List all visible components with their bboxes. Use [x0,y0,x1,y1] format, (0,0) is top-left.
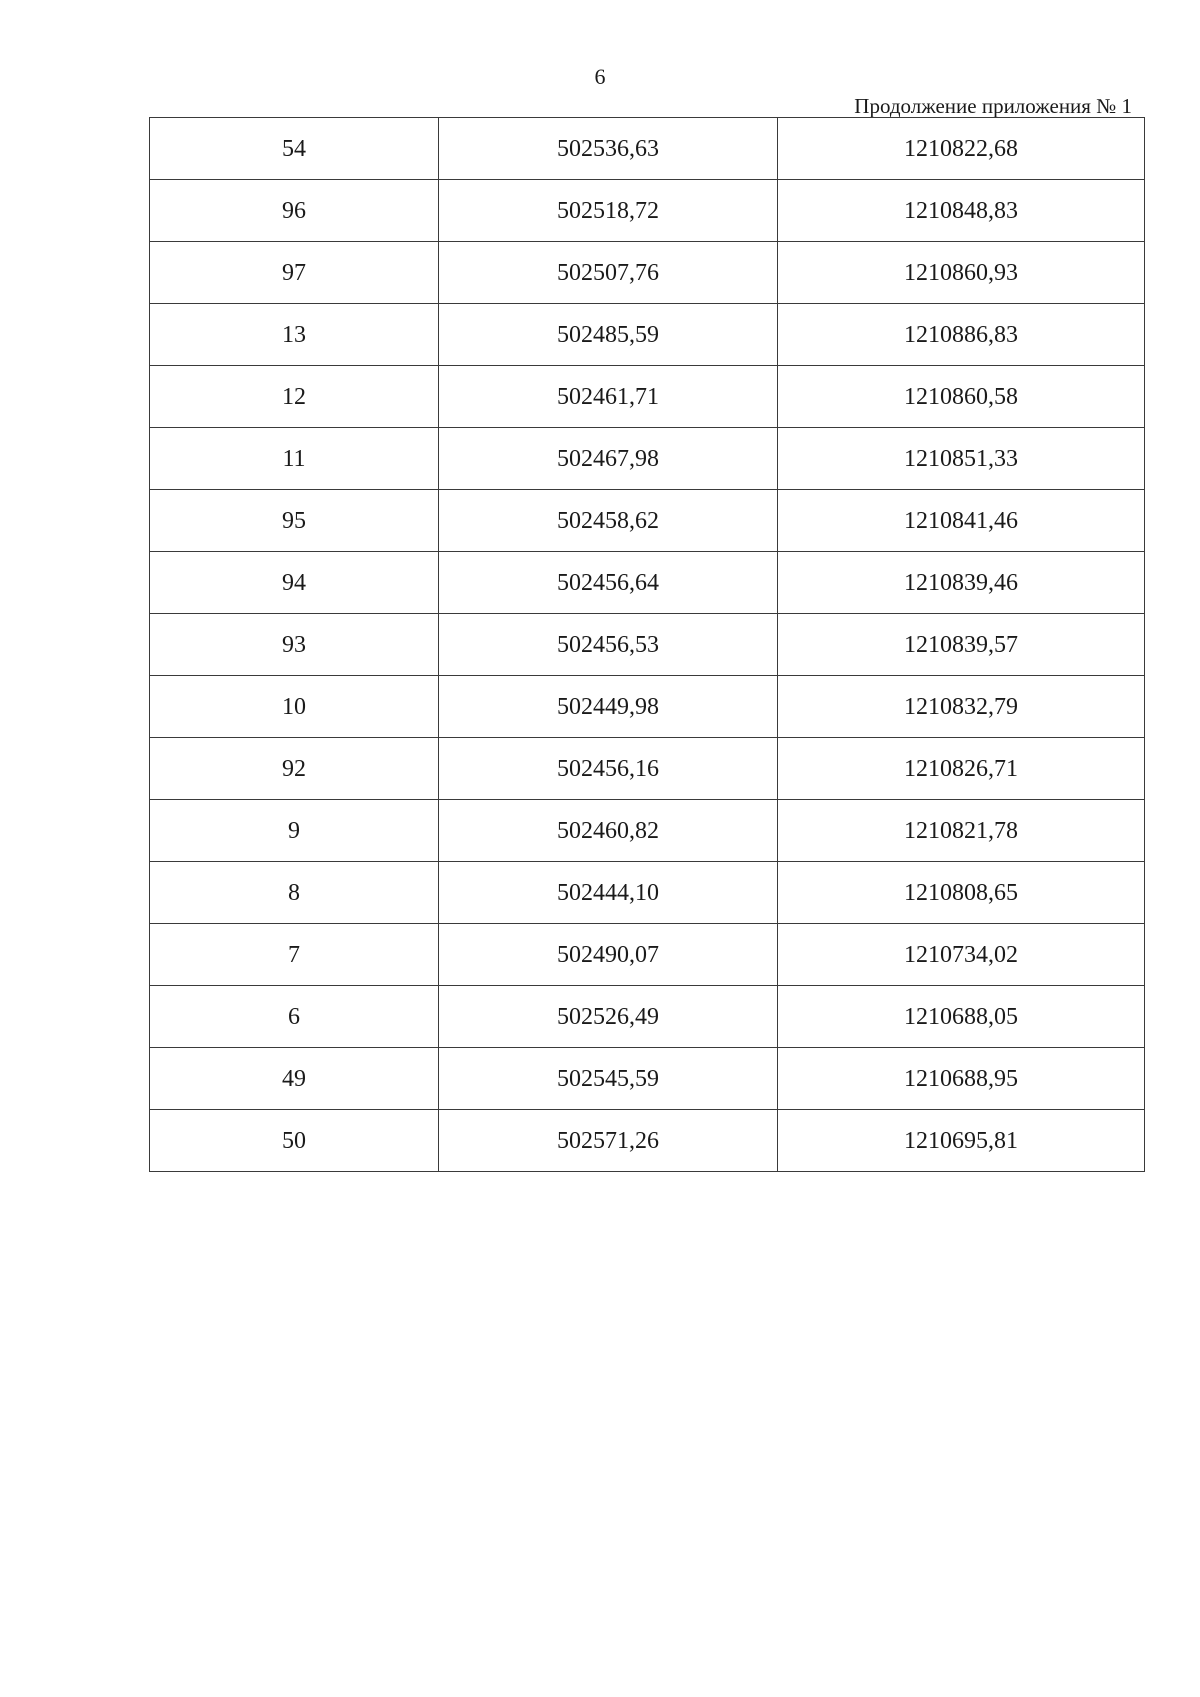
page-number: 6 [594,64,606,89]
y-coordinate-cell: 1210839,57 [778,614,1145,676]
x-coordinate-cell: 502571,26 [439,1110,778,1172]
y-coordinate-cell: 1210688,05 [778,986,1145,1048]
table-row [150,862,1145,924]
table-row [150,428,1145,490]
y-coordinate-cell: 1210860,93 [778,242,1145,304]
x-coordinate-cell: 502526,49 [439,986,778,1048]
table-row [150,924,1145,986]
x-coordinate-cell: 502536,63 [439,118,778,180]
table-row [150,800,1145,862]
x-coordinate-cell: 502461,71 [439,366,778,428]
table-row [150,738,1145,800]
table-row [150,366,1145,428]
y-coordinate-cell: 1210839,46 [778,552,1145,614]
y-coordinate-cell: 1210695,81 [778,1110,1145,1172]
point-number-cell: 50 [150,1110,439,1172]
point-number-cell: 93 [150,614,439,676]
x-coordinate-cell: 502456,64 [439,552,778,614]
y-coordinate-cell: 1210808,65 [778,862,1145,924]
continuation-caption: Продолжение приложения № 1 [854,94,1132,118]
point-number-cell: 10 [150,676,439,738]
x-coordinate-cell: 502444,10 [439,862,778,924]
table-row [150,490,1145,552]
table-row [150,614,1145,676]
table-row [150,242,1145,304]
point-number-cell: 97 [150,242,439,304]
table-row [150,118,1145,180]
point-number-cell: 7 [150,924,439,986]
y-coordinate-cell: 1210822,68 [778,118,1145,180]
x-coordinate-cell: 502467,98 [439,428,778,490]
table-row [150,552,1145,614]
point-number-cell: 8 [150,862,439,924]
point-number-cell: 54 [150,118,439,180]
point-number-cell: 95 [150,490,439,552]
point-number-cell: 9 [150,800,439,862]
y-coordinate-cell: 1210688,95 [778,1048,1145,1110]
y-coordinate-cell: 1210860,58 [778,366,1145,428]
y-coordinate-cell: 1210826,71 [778,738,1145,800]
x-coordinate-cell: 502485,59 [439,304,778,366]
point-number-cell: 11 [150,428,439,490]
y-coordinate-cell: 1210851,33 [778,428,1145,490]
y-coordinate-cell: 1210832,79 [778,676,1145,738]
table-row [150,1110,1145,1172]
x-coordinate-cell: 502456,16 [439,738,778,800]
table-row [150,676,1145,738]
point-number-cell: 96 [150,180,439,242]
point-number-cell: 94 [150,552,439,614]
point-number-cell: 92 [150,738,439,800]
x-coordinate-cell: 502456,53 [439,614,778,676]
table-row [150,180,1145,242]
x-coordinate-cell: 502460,82 [439,800,778,862]
point-number-cell: 13 [150,304,439,366]
y-coordinate-cell: 1210821,78 [778,800,1145,862]
table-row [150,304,1145,366]
y-coordinate-cell: 1210734,02 [778,924,1145,986]
x-coordinate-cell: 502490,07 [439,924,778,986]
x-coordinate-cell: 502545,59 [439,1048,778,1110]
table-row [150,986,1145,1048]
point-number-cell: 49 [150,1048,439,1110]
x-coordinate-cell: 502507,76 [439,242,778,304]
x-coordinate-cell: 502518,72 [439,180,778,242]
x-coordinate-cell: 502458,62 [439,490,778,552]
y-coordinate-cell: 1210841,46 [778,490,1145,552]
x-coordinate-cell: 502449,98 [439,676,778,738]
y-coordinate-cell: 1210886,83 [778,304,1145,366]
coordinates-table [149,117,1145,1172]
point-number-cell: 12 [150,366,439,428]
y-coordinate-cell: 1210848,83 [778,180,1145,242]
table-row [150,1048,1145,1110]
point-number-cell: 6 [150,986,439,1048]
